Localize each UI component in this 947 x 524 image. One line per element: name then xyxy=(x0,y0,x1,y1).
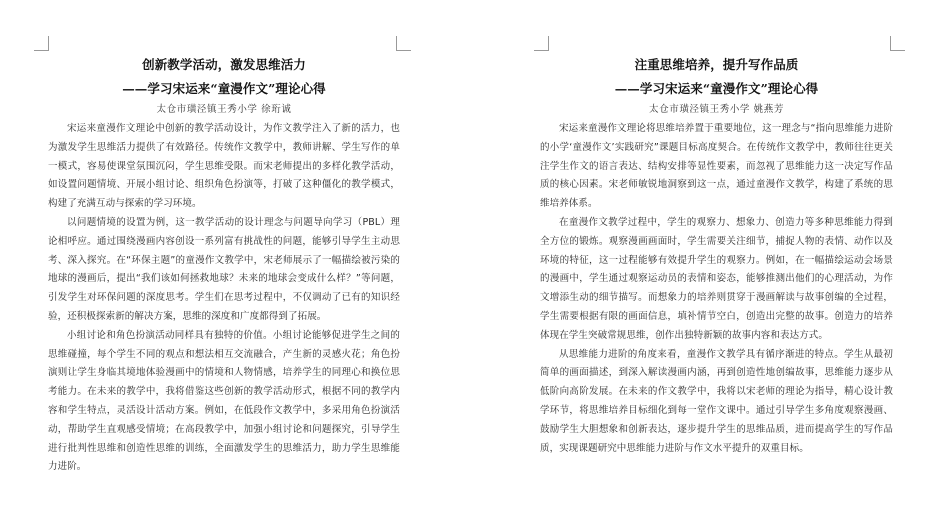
crop-mark-top-right xyxy=(890,36,905,51)
crop-mark-top-left xyxy=(534,36,549,51)
body-paragraph: 宋运来童漫作文理论将思维培养置于重要地位，这一理念与“指向思维能力进阶的小学‘童漫作文’实践研究”课题目标高度契合。在传统作文教学中，教师往往更关注学生作文的语言表达、结构安排等显性要素，而忽视了思维能力这一决定写作品质的核心因素。宋老师敏锐地洞察到这一点，通过童漫作文教学，构建了系统的思维培养体系。 xyxy=(540,123,893,210)
body-paragraph: 从思维能力进阶的角度来看，童漫作文教学具有循序渐进的特点。学生从最初简单的画面描述，到深入解读漫画内涵，再到创造性地创编故事，思维能力逐步从低阶向高阶发展。在未来的作文教学中，我将以宋老师的理论为指导，精心设计教学环节，将思维培养目标细化到每一堂作文课中。通过引导学生多角度观察漫画、鼓励学生大胆想象和创新表达，逐步提升学生的思维品质，进而提高学生的写作品质，实现课题研究中思维能力进阶与作文水平提升的双重目标。 xyxy=(540,348,893,454)
author-line: 太仓市璜泾镇王秀小学 徐珩诚 xyxy=(156,104,292,115)
crop-mark-top-right xyxy=(396,36,411,51)
page-content xyxy=(48,56,400,477)
body-paragraph: 在童漫作文教学过程中，学生的观察力、想象力、创造力等多种思维能力得到全方位的锻炼。观察漫画画面时，学生需要关注细节，捕捉人物的表情、动作以及环境的特征，这一过程能够有效提升学生的观察力。例如，在一幅描绘运动会场景的漫画中，学生通过观察运动员的表情和姿态，能够推测出他们的心理活动，为作文增添生动的细节描写。而想象力的培养则贯穿于漫画解读与故事创编的全过程，学生需要根据有限的画面信息，填补情节空白，创造出完整的故事。创造力的培养体现在学生突破常规思维，创作出独特新颖的故事内容和表达方式。 xyxy=(540,216,893,341)
article-subtitle: ——学习宋运来“童漫作文”理论心得 xyxy=(614,81,819,96)
body-paragraph: 以问题情境的设置为例，这一教学活动的设计理念与问题导向学习（PBL）理论相呼应。通过围绕漫画内容创设一系列富有挑战性的问题，能够引导学生主动思考、深入探究。在“环保主题”的童漫作文教学中，宋老师展示了一幅描绘被污染的地球的漫画后，提出“我们该如何拯救地球？未来的地球会变成什么样？”等问题，引发学生对环保问题的深度思考。学生们在思考过程中，不仅调动了已有的知识经验，还积极探索新的解决方案，思维的深度和广度都得到了拓展。 xyxy=(48,216,400,322)
author-line: 太仓市璜泾镇王秀小学 姚燕芳 xyxy=(649,104,784,115)
document-page-left xyxy=(0,0,473,524)
crop-mark-top-left xyxy=(34,36,49,51)
article-title: 创新教学活动，激发思维活力 xyxy=(142,57,306,72)
article-title: 注重思维培养，提升写作品质 xyxy=(634,57,799,72)
body-paragraph: 小组讨论和角色扮演活动同样具有独特的价值。小组讨论能够促进学生之间的思维碰撞，每个学生不同的观点和想法相互交流融合，产生新的灵感火花；角色扮演则让学生身临其境地体验漫画中的情境和人物情感，培养学生的同理心和换位思考能力。在未来的教学中，我将借鉴这些创新的教学活动形式，根据不同的教学内容和学生特点，灵活设计活动方案。例如，在低段作文教学中，多采用角色扮演活动，帮助学生直观感受情境；在高段教学中，加强小组讨论和问题探究，引导学生进行批判性思维和创造性思维的训练，全面激发学生的思维活力，助力学生思维能力进阶。 xyxy=(48,329,400,473)
document-page-right xyxy=(474,0,947,524)
article-subtitle: ——学习宋运来“童漫作文”理论心得 xyxy=(122,81,326,96)
body-paragraph: 宋运来童漫作文理论中创新的教学活动设计，为作文教学注入了新的活力，也为激发学生思维活力提供了有效路径。传统作文教学中，教师讲解、学生写作的单一模式，容易使课堂氛围沉闷，学生思维受限。而宋老师提出的多样化教学活动，如设置问题情境、开展小组讨论、组织角色扮演等，打破了这种僵化的教学模式，构建了充满互动与探索的学习环境。 xyxy=(48,123,400,210)
page-content xyxy=(540,56,893,458)
